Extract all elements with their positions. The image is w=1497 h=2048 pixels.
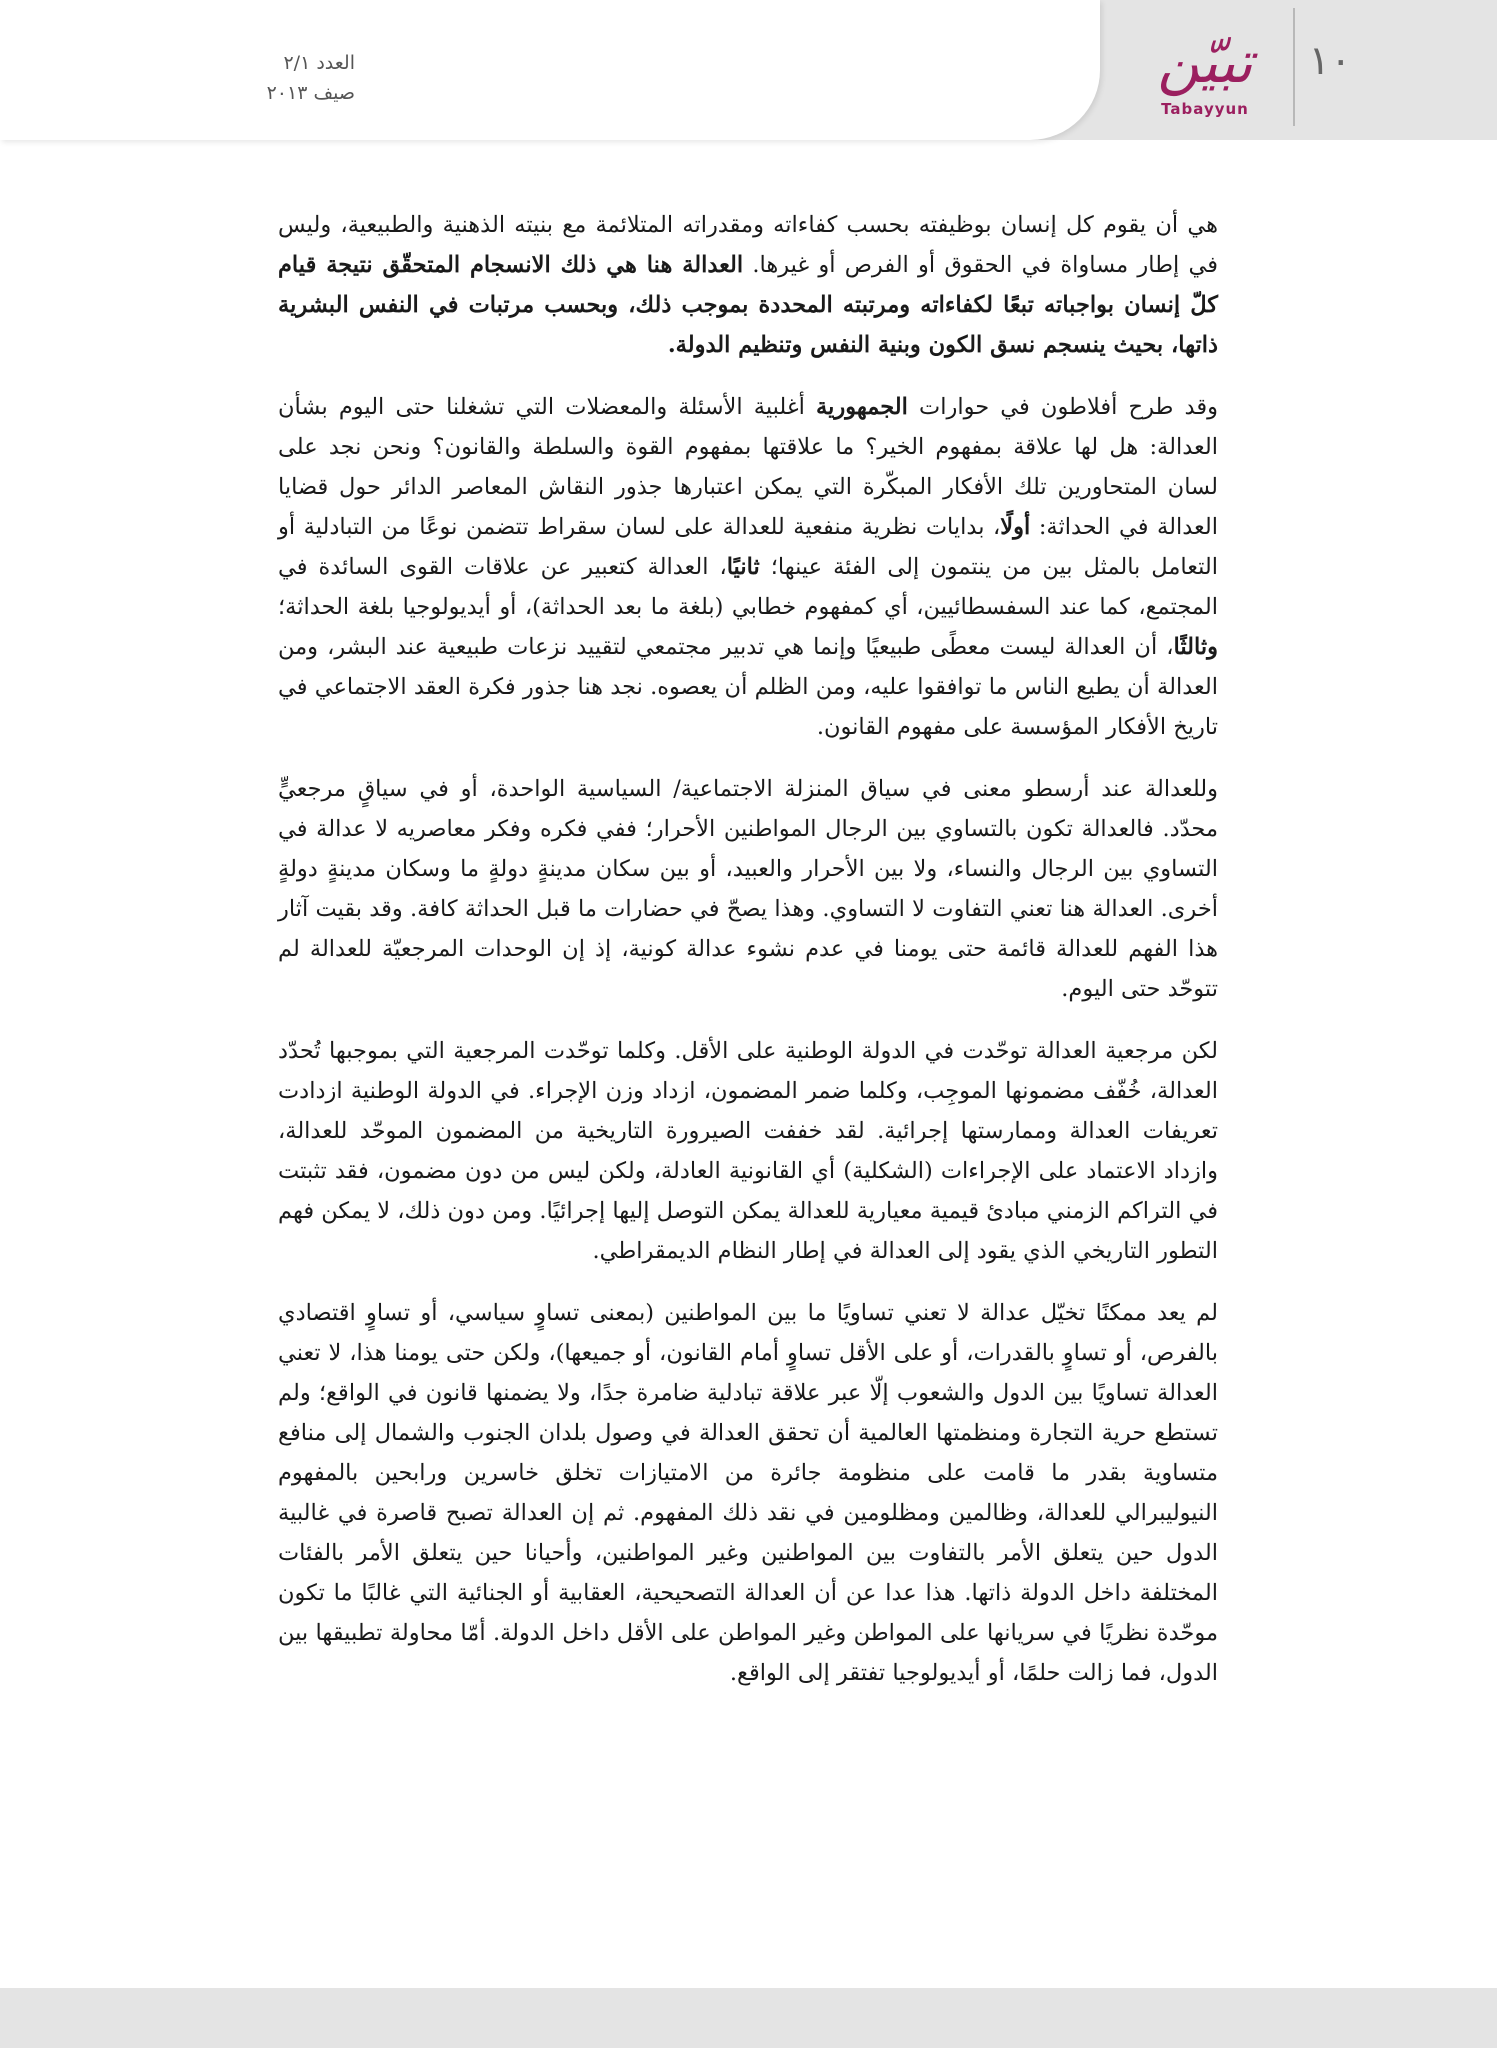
issue-season: صيف ٢٠١٣ (266, 82, 355, 104)
bold-text-run: العدالة هنا هي ذلك الانسجام المتحقّق نتيجة قيام كلّ إنسان بواجباته تبعًا لكفاءاته ومرتبته المحددة بموجب ذلك، وبحسب مرتبات في النفس البشرية ذاتها، بحيث ينسجم نسق الكون وبنية النفس وتنظيم الدولة. (278, 252, 1218, 358)
issue-number: العدد ٢/١ (283, 52, 355, 74)
header-card (0, 0, 1100, 140)
article-body (278, 205, 1218, 1715)
journal-logo (1125, 22, 1285, 127)
text-run: ، العدالة كتعبير عن علاقات القوى السائدة في المجتمع، كما عند السفسطائيين، أي كمفهوم خطابي (بلغة ما بعد الحداثة)، أو أيديولوجيا بلغة الحداثة؛ (278, 554, 1218, 620)
footer-band (0, 1988, 1497, 2048)
text-run: ، أن العدالة ليست معطًى طبيعيًا وإنما هي تدبير مجتمعي لتقييد نزعات طبيعية عند البشر، ومن العدالة أن يطيع الناس ما توافقوا عليه، ومن الظلم أن يعصوه. نجد هنا جذور فكرة العقد الاجتماعي في تاريخ الأفكار المؤسسة على مفهوم القانون. (278, 634, 1218, 740)
text-run: وقد طرح أفلاطون في حوارات (907, 394, 1218, 420)
text-run: لم يعد ممكنًا تخيّل عدالة لا تعني تساويًا ما بين المواطنين (بمعنى تساوٍ سياسي، أو تساوٍ اقتصادي بالفرص، أو تساوٍ بالقدرات، أو على الأقل تساوٍ أمام القانون، أو جميعها)، ولكن حتى يومنا هذا، لا تعني العدالة تساويًا بين الدول والشعوب إلّا عبر علاقة تبادلية ضامرة جدًا، ولا يضمنها قانون في الواقع؛ ولم تستطع حرية التجارة ومنظمتها العالمية أن تحقق العدالة في وصول بلدان الجنوب والشمال إلى منافع متساوية بقدر ما قامت على منظومة جائرة من الامتيازات تخلق خاسرين ورابحين بالمفهوم النيوليبرالي للعدالة، وظالمين ومظلومين في نقد ذلك المفهوم. ثم إن العدالة تصبح قاصرة في غالبية الدول حين يتعلق الأمر بالتفاوت بين المواطنين وغير المواطنين، وأحيانا حين يتعلق الأمر بالفئات المختلفة داخل الدولة ذاتها. هذا عدا عن أن العدالة التصحيحية، العقابية أو الجنائية التي غالبًا ما تكون موحّدة نظريًا في سريانها على المواطن وغير المواطن على الأقل داخل الدولة. أمّا محاولة تطبيقها بين الدول، فما زالت حلمًا، أو أيديولوجيا تفتقر إلى الواقع. (278, 1300, 1218, 1686)
bold-text-run: الجمهورية (816, 394, 908, 420)
paragraph (278, 387, 1218, 747)
page-number: ١٠ (1308, 38, 1352, 84)
paragraph (278, 769, 1218, 1009)
logo-latin-text: Tabayyun (1161, 100, 1249, 118)
text-run: أغلبية الأسئلة والمعضلات التي تشغلنا حتى اليوم بشأن العدالة: هل لها علاقة بمفهوم الخير؟ ما علاقتها بمفهوم القوة والسلطة والقانون؟ ونحن نجد على لسان المتحاورين تلك الأفكار المبكّرة التي يمكن اعتبارها جذور النقاش المعاصر الدائر حول قضايا العدالة في الحداثة: (278, 394, 1218, 540)
text-run: هي أن يقوم كل إنسان بوظيفته بحسب كفاءاته ومقدراته المتلائمة مع بنيته الذهنية والطبيعية، وليس في إطار مساواة في الحقوق أو الفرص أو غيرها. (278, 212, 1218, 278)
issue-info (267, 48, 355, 108)
paragraph (278, 205, 1218, 365)
text-run: ، بدايات نظرية منفعية للعدالة على لسان سقراط تتضمن نوعًا من التبادلية أو التعامل بالمثل بين من ينتمون إلى الفئة عينها؛ (278, 514, 1218, 580)
logo-arabic-text: تبيّن (1157, 28, 1253, 96)
paragraph (278, 1293, 1218, 1693)
text-run: وللعدالة عند أرسطو معنى في سياق المنزلة الاجتماعية/ السياسية الواحدة، أو في سياقٍ مرجعيٍّ محدّد. فالعدالة تكون بالتساوي بين الرجال المواطنين الأحرار؛ ففي فكره وفكر معاصريه لا عدالة في التساوي بين الرجال والنساء، ولا بين الأحرار والعبيد، أو بين سكان مدينةٍ دولةٍ ما وسكان مدينةٍ دولةٍ أخرى. العدالة هنا تعني التفاوت لا التساوي. وهذا يصحّ في حضارات ما قبل الحداثة كافة. وقد بقيت آثار هذا الفهم للعدالة قائمة حتى يومنا في عدم نشوء عدالة كونية، إذ إن الوحدات المرجعيّة للعدالة لم تتوحّد حتى اليوم. (278, 776, 1218, 1002)
text-run: لكن مرجعية العدالة توحّدت في الدولة الوطنية على الأقل. وكلما توحّدت المرجعية التي بموجبها تُحدّد العدالة، خُفّف مضمونها الموجِب، وكلما ضمر المضمون، ازداد وزن الإجراء. في الدولة الوطنية ازدادت تعريفات العدالة وممارستها إجرائية. لقد خففت الصيرورة التاريخية من المضمون الموحّد للعدالة، وازداد الاعتماد على الإجراءات (الشكلية) أي القانونية العادلة، ولكن ليس من دون مضمون، فقد تثبتت في التراكم الزمني مبادئ قيمية معيارية للعدالة يمكن التوصل إليها إجرائيًا. ومن دون ذلك، لا يمكن فهم التطور التاريخي الذي يقود إلى العدالة في إطار النظام الديمقراطي. (278, 1038, 1218, 1264)
bold-text-run: أولًا (1000, 514, 1031, 540)
bold-text-run: ثانيًا (726, 554, 760, 580)
header-divider (1293, 8, 1295, 126)
paragraph (278, 1031, 1218, 1271)
bold-text-run: وثالثًا (1173, 634, 1218, 660)
